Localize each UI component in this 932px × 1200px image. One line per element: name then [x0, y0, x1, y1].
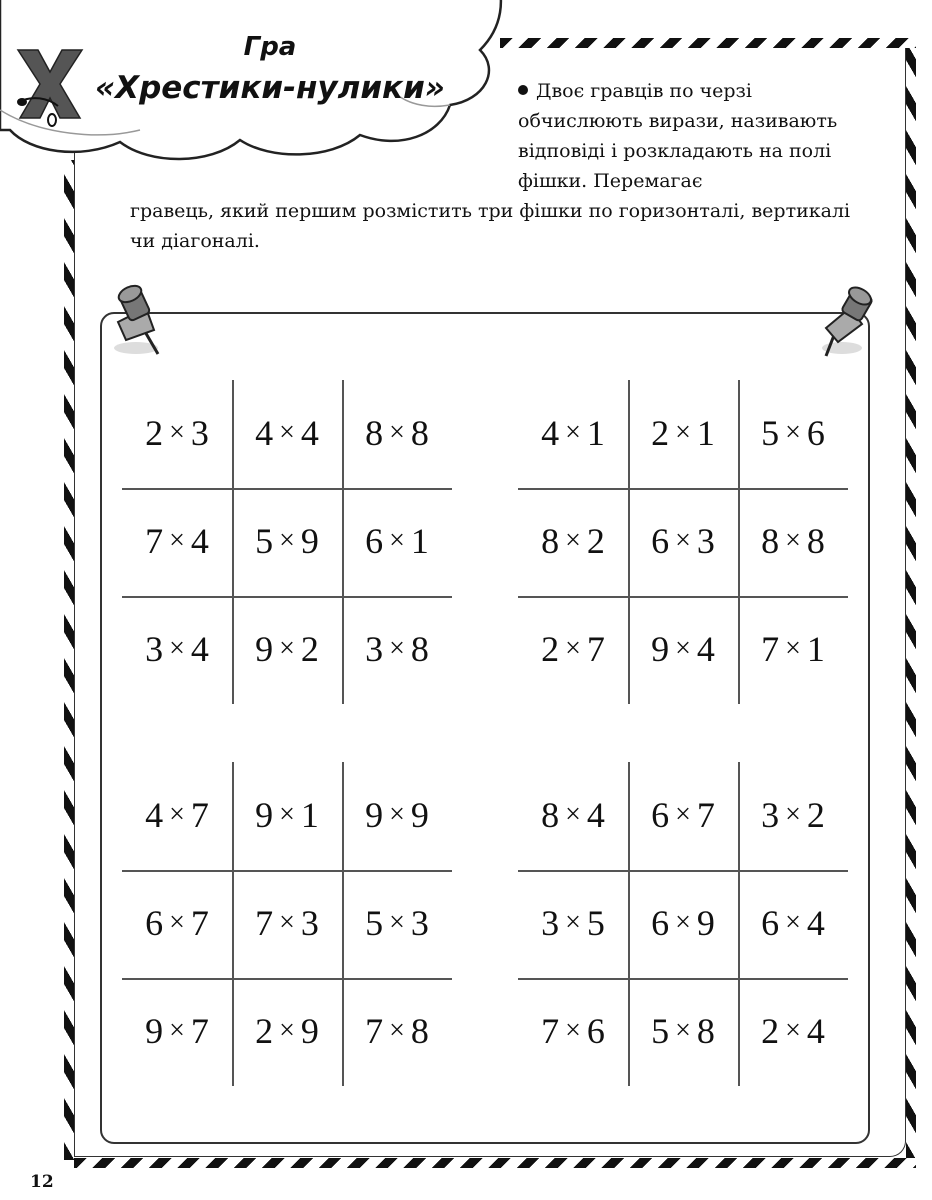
frame-stripe-top	[500, 38, 916, 48]
expression-cell[interactable]: 5 × 3	[365, 903, 429, 943]
expression-cell[interactable]: 6 × 4	[761, 903, 825, 943]
push-pin-icon	[96, 282, 176, 362]
title-line-2: «Хрестики-нулики»	[95, 70, 445, 106]
expression-cell[interactable]: 2 × 3	[145, 413, 209, 453]
frame-stripe-bottom	[74, 1158, 916, 1168]
expression-cell[interactable]: 9 × 7	[145, 1011, 209, 1051]
expression-cell[interactable]: 5 × 8	[651, 1011, 715, 1051]
expression-cell[interactable]: 7 × 1	[761, 629, 825, 669]
expression-cell[interactable]: 9 × 9	[365, 795, 429, 835]
expression-cell[interactable]: 7 × 4	[145, 521, 209, 561]
expression-cell[interactable]: 8 × 2	[541, 521, 605, 561]
expression-cell[interactable]: 2 × 7	[541, 629, 605, 669]
expression-cell[interactable]: 5 × 6	[761, 413, 825, 453]
expression-cell[interactable]: 2 × 9	[255, 1011, 319, 1051]
expression-cell[interactable]: 6 × 9	[651, 903, 715, 943]
expression-cell[interactable]: 4 × 1	[541, 413, 605, 453]
expression-cell[interactable]: 9 × 1	[255, 795, 319, 835]
expression-cell[interactable]: 3 × 2	[761, 795, 825, 835]
frame-stripe-left	[64, 160, 74, 1160]
expression-cell[interactable]: 3 × 5	[541, 903, 605, 943]
expression-cell[interactable]: 9 × 4	[651, 629, 715, 669]
expression-cell[interactable]: 8 × 4	[541, 795, 605, 835]
expression-cell[interactable]: 7 × 8	[365, 1011, 429, 1051]
tic-tac-toe-grid-1	[122, 380, 452, 710]
expression-cell[interactable]: 6 × 3	[651, 521, 715, 561]
expression-cell[interactable]: 2 × 1	[651, 413, 715, 453]
instruction-text-1: Двоє гравців по черзі обчислюють вирази, називають відповіді і розкладають на полі фішки. Перемагає	[518, 80, 838, 192]
tic-tac-toe-grid-4	[518, 762, 848, 1092]
tic-tac-toe-grid-2	[518, 380, 848, 710]
title	[80, 34, 460, 110]
instruction-text-2: гравець, який першим розмістить три фішки по горизонталі, вертикалі чи діагоналі.	[130, 200, 851, 252]
expression-cell[interactable]: 9 × 2	[255, 629, 319, 669]
expression-cell[interactable]: 6 × 7	[651, 795, 715, 835]
expression-cell[interactable]: 4 × 7	[145, 795, 209, 835]
expression-cell[interactable]: 3 × 8	[365, 629, 429, 669]
expression-cell[interactable]: 8 × 8	[365, 413, 429, 453]
expression-cell[interactable]: 8 × 8	[761, 521, 825, 561]
expression-cell[interactable]: 4 × 4	[255, 413, 319, 453]
cross-zero-logo-icon	[8, 40, 88, 130]
title-line-1: Гра	[243, 32, 297, 62]
frame-stripe-right	[906, 48, 916, 1160]
expression-cell[interactable]: 7 × 6	[541, 1011, 605, 1051]
expression-cell[interactable]: 3 × 4	[145, 629, 209, 669]
expression-cell[interactable]: 7 × 3	[255, 903, 319, 943]
expression-cell[interactable]: 6 × 7	[145, 903, 209, 943]
page-number: 12	[30, 1172, 54, 1192]
tic-tac-toe-grid-3	[122, 762, 452, 1092]
expression-cell[interactable]: 5 × 9	[255, 521, 319, 561]
push-pin-icon	[806, 284, 886, 364]
expression-cell[interactable]: 6 × 1	[365, 521, 429, 561]
bullet-icon	[518, 85, 528, 95]
expression-cell[interactable]: 2 × 4	[761, 1011, 825, 1051]
